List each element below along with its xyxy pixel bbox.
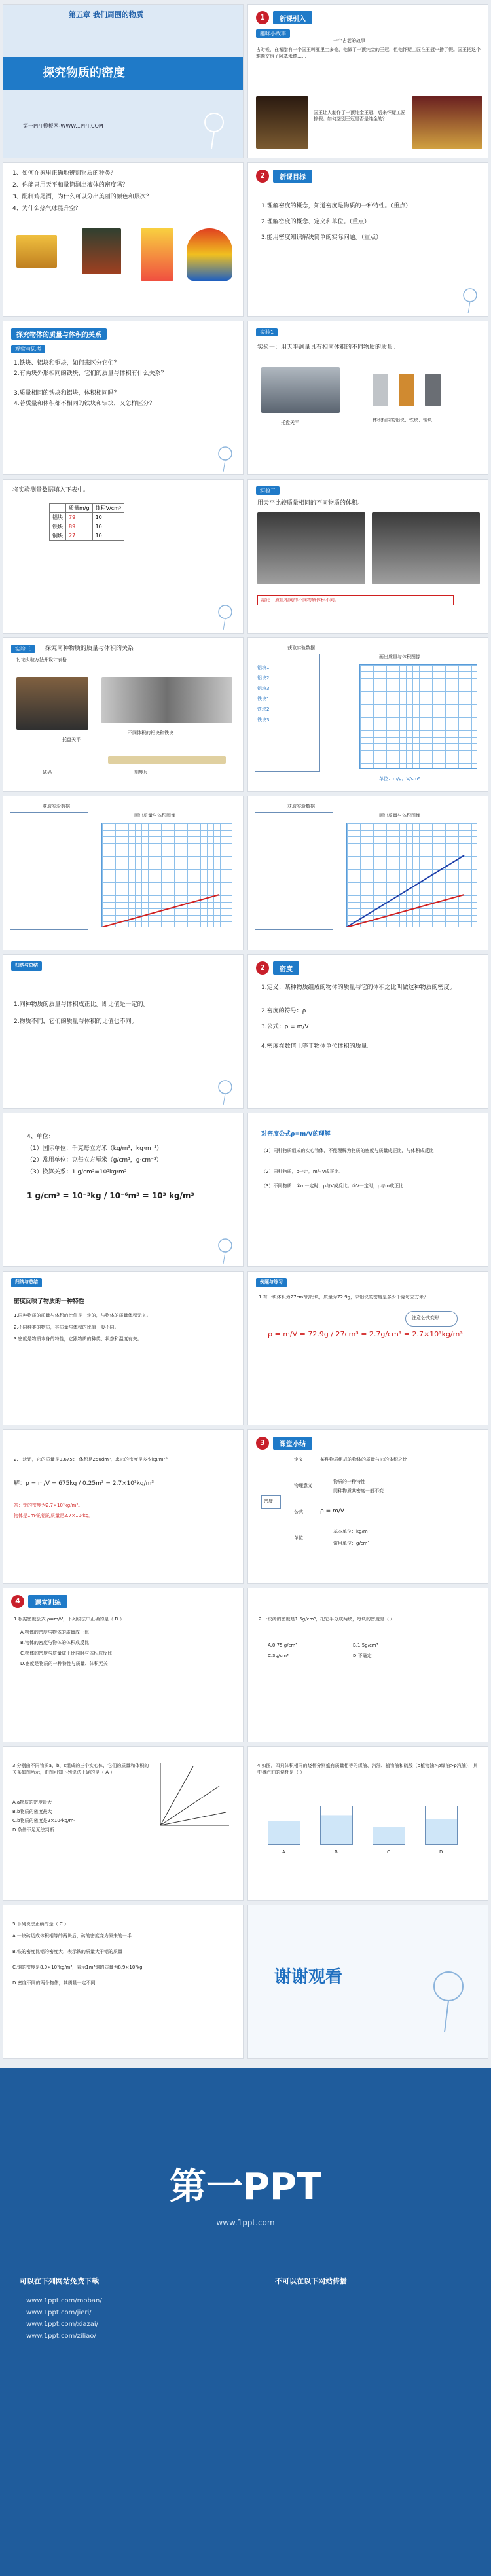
aluminum-block <box>373 374 388 406</box>
table-title: 将实验测量数据填入下表中。 <box>12 487 90 493</box>
data-table <box>10 812 88 930</box>
experiment-sub: 讨论实验方法并设计表格 <box>16 657 67 662</box>
data-title: 获取实验数据 <box>287 804 315 809</box>
series-line <box>346 855 464 927</box>
understand-title: 对密度公式ρ=m/V的理解 <box>261 1131 331 1137</box>
table-cell: 10 <box>92 522 124 531</box>
q5-question: 5.下列说法正确的是（ C ） <box>12 1922 69 1927</box>
footer-link[interactable]: www.1ppt.com/xiazai/ <box>26 2321 99 2328</box>
summary-tag: 归纳与总结 <box>11 1278 42 1287</box>
data-title: 获取实验数据 <box>43 804 70 809</box>
series-line <box>101 895 219 927</box>
si-unit: （1）国际单位：千克每立方米（kg/m³，kg·m⁻³） <box>27 1145 162 1152</box>
balance-label: 托盘天平 <box>62 737 81 742</box>
cocktail-photo <box>141 228 173 281</box>
q3-graph <box>154 1760 232 1832</box>
dandelion-icon <box>211 603 239 630</box>
practice-heading: 课堂训练 <box>28 1595 67 1608</box>
understand-point-1: （1）同种物质组成的实心物体，不能理解为物质的密度与质量成正比，与体积成反比 <box>261 1148 434 1153</box>
option-d: D.密度是物质的一种特性与质量、体积无关 <box>20 1661 108 1666</box>
experiment-conclusion: 结论：质量相同的不同物质体积不同。 <box>261 598 339 603</box>
footer-banner <box>0 2068 491 2576</box>
formula-text: ρ = m/V <box>320 1508 344 1514</box>
dandelion-icon <box>211 444 239 472</box>
beaker-a <box>268 1806 300 1845</box>
understand-point-3: （3）不同物质：①m一定时，ρ与V成反比。②V一定时，ρ与m成正比 <box>261 1183 404 1189</box>
experiment-tag: 实验三 <box>11 645 35 653</box>
beaker-b <box>320 1806 353 1845</box>
table-cell: 89 <box>66 522 93 531</box>
footer-right-title: 不可以在以下网站传播 <box>275 2277 347 2285</box>
example-answer: ρ = m/V = 72.9g / 27cm³ = 2.7g/cm³ = 2.7×10³kg/m³ <box>268 1330 463 1338</box>
section-number: 2 <box>256 961 269 975</box>
line-chart <box>101 823 232 927</box>
example-note: 物体是1m³的铝的质量是2.7×10³kg。 <box>14 1513 94 1518</box>
row-label: 铝块3 <box>257 686 270 691</box>
experiment-tag: 实验二 <box>256 486 280 495</box>
summary2-slide <box>247 1429 488 1584</box>
q3-option-c: C.b物质的密度是2×10³kg/m³ <box>12 1818 76 1823</box>
lesson-title: 探究物质的密度 <box>43 66 125 80</box>
example-solution: 解：ρ = m/V = 675kg / 0.25m³ = 2.7×10³kg/m³ <box>14 1480 154 1487</box>
questions-slide <box>3 162 244 317</box>
question-4: 4、为什么热气球能升空？ <box>12 206 81 212</box>
explore-point-2: 2.有两块外形相同的铁块，它们的质量与体积有什么关系？ <box>14 370 167 377</box>
blocks-label: 体积相同的铝块、铁块、铜块 <box>373 418 432 423</box>
q3-option-b: B.b物质的密度最大 <box>12 1809 52 1814</box>
unit-2: 常用单位：g/cm³ <box>333 1541 370 1546</box>
experiment-desc: 用天平比较质量相同的不同物质的体积。 <box>257 500 364 507</box>
experiment2-slide <box>247 479 488 634</box>
q5-option-c: C.铜的密度是8.9×10³kg/m³，表示1m³铜的质量为8.9×10³kg <box>12 1965 143 1970</box>
row-label: 铁块2 <box>257 707 270 712</box>
unit-1: 基本单位：kg/m³ <box>333 1529 370 1534</box>
table-cell: 27 <box>66 531 93 541</box>
def-text: 某种物质组成的物体的质量与它的体积之比 <box>320 1457 407 1462</box>
conversion-formula: 1 g/cm³ = 10⁻³kg / 10⁻⁶m³ = 10³ kg/m³ <box>27 1191 194 1200</box>
series-line <box>346 895 464 927</box>
explore-point-3: 3.质量相同的铁块和铝块，体积相同吗？ <box>14 390 120 397</box>
summary-heading: 密度反映了物质的一种特性 <box>14 1298 85 1305</box>
density-meaning: 4.密度在数值上等于物体单位体积的质量。 <box>261 1043 373 1050</box>
row-label: 铁块1 <box>257 696 270 702</box>
vest-photo <box>82 228 121 274</box>
char-2: 同种物质其密度一般不变 <box>333 1488 384 1494</box>
density-formula: 3.公式：ρ = m/V <box>261 1024 309 1030</box>
thanks-slide <box>247 1905 488 2059</box>
example-question: 1.有一块体积为27cm³的铝块，质量为72.9g，求铝块的密度是多少千克每立方米？ <box>259 1295 429 1300</box>
crown-image <box>412 96 482 149</box>
q5-option-a: A.一块砖切成体积相等的两块后，砖的密度变为原来的一半 <box>12 1933 132 1939</box>
section-number: 2 <box>256 170 269 183</box>
units-slide <box>3 1113 244 1267</box>
q2-option-c: C.3g/cm³ <box>268 1653 289 1658</box>
experiment3-slide <box>3 637 244 792</box>
analysis-slide <box>3 954 244 1109</box>
dandelion-icon <box>211 1078 239 1105</box>
question-2: 2、你能只用天平和量筒测出液体的密度吗？ <box>12 182 128 188</box>
q2-option-a: A.0.75 g/cm³ <box>268 1643 297 1648</box>
ruler-label: 刻度尺 <box>134 770 148 775</box>
density-symbol: 2.密度的符号：ρ <box>261 1008 306 1014</box>
def-label: 定义 <box>294 1457 303 1462</box>
q5-option-d: D.密度不同的两个物体，其质量一定不同 <box>12 1980 96 1986</box>
weights-label: 砝码 <box>43 770 52 775</box>
explore-title: 探究物体的质量与体积的关系 <box>11 328 107 340</box>
explore-point-4: 4.若质量和体积都不相同的铁块和铝块，又怎样区分？ <box>14 401 155 407</box>
q5-option-b: B.铁的密度比铝的密度大，表示铁的质量大于铝的质量 <box>12 1949 123 1954</box>
experiment1-slide <box>247 321 488 475</box>
summary-point-3: 3.密度是物质本身的特性，它跟物质的种类、状态和温度有关。 <box>14 1336 142 1342</box>
beaker-label: B <box>335 1850 338 1855</box>
data-title: 获取实验数据 <box>287 645 315 651</box>
experiment-desc: 探究同种物质的质量与体积的关系 <box>45 645 134 652</box>
section-number: 1 <box>256 11 269 24</box>
table-header <box>50 504 66 513</box>
balloon-photo <box>187 228 232 281</box>
row-label: 铝块1 <box>257 665 270 670</box>
story-caption: 国王让人制作了一顶纯金王冠，后来怀疑工匠掺假。如何鉴别王冠是否是纯金的？ <box>314 110 405 122</box>
cover-slide <box>3 4 244 158</box>
summary1-slide <box>3 1271 244 1425</box>
observe-tag: 观察与思考 <box>11 345 45 353</box>
example-answer: 答：铝的密度为2.7×10³kg/m³。 <box>14 1503 83 1508</box>
footer-link[interactable]: www.1ppt.com/jieri/ <box>26 2309 92 2316</box>
goal-3: 3.能用密度知识解决简单的实际问题。（重点） <box>261 234 382 241</box>
footer-url: www.1ppt.com <box>216 2218 275 2227</box>
unit-note: 单位：m/g，V/cm³ <box>379 776 420 781</box>
section-heading: 新课引入 <box>273 11 312 24</box>
data-table <box>255 654 320 772</box>
experiment-desc: 实验一：用天平测量具有相同体积的不同物质的质量。 <box>257 344 399 351</box>
goal-2: 2.理解密度的概念、定义和单位。（重点） <box>261 219 371 225</box>
scale-label: 托盘天平 <box>281 420 299 425</box>
explore-slide <box>3 321 244 475</box>
q3-question: 3.分别由不同物质a、b、c组成的三个实心体，它们的质量和体积的关系如图所示，由图可知下列说法正确的是（ A ） <box>12 1763 149 1775</box>
density-heading: 密度 <box>273 961 299 975</box>
analysis-point-2: 2.物质不同，它们的质量与体积的比值也不同。 <box>14 1018 137 1025</box>
conversion: （3）换算关系：1 g/cm³=10³kg/m³ <box>27 1169 127 1175</box>
story-text: 古时候，在希腊有一个国王叫亚里士多德，他做了一顶纯金的王冠，但他怀疑工匠在王冠中掺了假。国王把这个难题交给了阿基米德…… <box>256 47 481 59</box>
question-3: 3、配制鸡尾酒，为什么可以分出美丽的颜色和层次？ <box>12 194 152 200</box>
q3-slide <box>3 1746 244 1901</box>
experiment-photo-2 <box>372 512 480 584</box>
example-question: 2.一块铝，它的质量是0.675t，体积是250dm³，求它的密度是多少kg/m³？ <box>14 1457 170 1462</box>
data3-slide <box>247 796 488 950</box>
question-1: 1、如何在家里正确地辨别物质的种类？ <box>12 170 117 177</box>
footer-logo: 第一PPT <box>169 2166 322 2208</box>
q2-slide <box>247 1588 488 1742</box>
chart-title: 画出质量与体积图像 <box>379 813 420 818</box>
king-image <box>256 96 308 149</box>
blocks-image <box>101 677 232 723</box>
line-a <box>160 1766 193 1825</box>
footer-link[interactable]: www.1ppt.com/moban/ <box>26 2297 102 2304</box>
example-tag: 例题与练习 <box>256 1278 287 1287</box>
table-cell: 79 <box>66 513 93 522</box>
table-cell: 10 <box>92 513 124 522</box>
example1-slide <box>247 1271 488 1425</box>
beaker-label: C <box>387 1850 390 1855</box>
summary-center: 密度 <box>264 1499 273 1504</box>
table-cell: 铝块 <box>50 513 66 522</box>
units-heading: 4、单位： <box>27 1134 54 1140</box>
dandelion-icon <box>456 286 484 313</box>
crown-photo <box>16 235 57 268</box>
section-heading: 新课目标 <box>273 170 312 183</box>
ruler-image <box>108 756 226 764</box>
beaker-c <box>373 1806 405 1845</box>
balance-image <box>261 367 340 413</box>
analysis-point-1: 1.同种物质的质量与体积成正比。即比值是一定的。 <box>14 1001 149 1008</box>
experiment-tag: 实验1 <box>256 328 278 336</box>
table-cell: 铜块 <box>50 531 66 541</box>
unit-label: 单位 <box>294 1535 303 1541</box>
empty-grid <box>359 664 477 769</box>
data2-slide <box>3 796 244 950</box>
explore-point-1: 1.铁块、铝块和铜块，如何来区分它们？ <box>14 360 120 367</box>
copper-block <box>399 374 414 406</box>
dandelion-icon <box>211 1236 239 1264</box>
summary-point-2: 2.不同种类的物质，其质量与体积的比值一般不同。 <box>14 1325 119 1330</box>
data1-slide <box>247 637 488 792</box>
summary-point-1: 1.同种物质的质量与体积的比值是一定的，与物体的质量体积无关。 <box>14 1313 151 1318</box>
q3-option-a: A.a物质的密度最大 <box>12 1800 52 1805</box>
q5-slide <box>3 1905 244 2059</box>
chart-title: 画出质量与体积图像 <box>379 654 420 660</box>
site-name: 第一PPT模板网-WWW.1PPT.COM <box>23 123 103 129</box>
goal-1: 1.理解密度的概念，知道密度是物质的一种特性。（重点） <box>261 203 412 209</box>
thanks-text: 谢谢观看 <box>274 1967 343 1987</box>
q3-option-d: D.条件不足无法判断 <box>12 1827 54 1833</box>
summary-heading: 课堂小结 <box>273 1437 312 1450</box>
beaker-label: D <box>439 1850 443 1855</box>
intro-slide <box>247 4 488 158</box>
beaker-d <box>425 1806 458 1845</box>
data-table <box>49 503 124 541</box>
table-cell: 铁块 <box>50 522 66 531</box>
story-tag: 趣味小故事 <box>256 29 290 38</box>
data-table <box>255 812 333 930</box>
row-label: 铝块2 <box>257 675 270 681</box>
practice-slide <box>3 1588 244 1742</box>
table-cell: 10 <box>92 531 124 541</box>
hint-bubble: 注意公式变形 <box>412 1315 439 1321</box>
q2-option-b: B.1.5g/cm³ <box>353 1643 378 1648</box>
formula-label: 公式 <box>294 1509 303 1514</box>
q4-slide <box>247 1746 488 1901</box>
q2-option-d: D.不确定 <box>353 1653 372 1658</box>
beaker-label: A <box>282 1850 285 1855</box>
dandelion-icon <box>422 1967 475 2032</box>
option-a: A.物体的密度与物体的质量成正比 <box>20 1630 89 1635</box>
dandelion-icon <box>194 109 234 149</box>
option-c: C.物体的密度与质量成正比同时与体积成反比 <box>20 1651 113 1656</box>
table-header: 体积V/cm³ <box>92 504 124 513</box>
char-label: 物理意义 <box>294 1483 312 1488</box>
char-1: 物质的一种特性 <box>333 1479 365 1484</box>
q2-question: 2.一块砖的密度是1.5g/cm³，把它平分成两块，每块的密度是（ ） <box>259 1617 395 1622</box>
q4-question: 4.如图，四只体积相同的烧杯分别盛有质量相等的煤油、汽油、植物油和硫酸（ρ植物油>ρ煤油>ρ汽油），其中盛汽油的烧杯是（ ） <box>257 1763 478 1775</box>
balance-image <box>16 677 88 730</box>
understand-point-2: （2）同种物质，ρ一定，m与V成正比。 <box>261 1169 344 1174</box>
option-b: B.物体的密度与物体的体积成反比 <box>20 1640 90 1645</box>
footer-link[interactable]: www.1ppt.com/ziliao/ <box>26 2333 96 2340</box>
section-number: 3 <box>256 1437 269 1450</box>
common-unit: （2）常用单位：克每立方厘米（g/cm³，g·cm⁻³） <box>27 1157 162 1164</box>
density-slide <box>247 954 488 1109</box>
chapter-title: 第五章 我们周围的物质 <box>69 10 143 19</box>
example2-slide <box>3 1429 244 1584</box>
blocks-label: 不同体积的铝块和铁块 <box>128 730 173 736</box>
analysis-tag: 归纳与总结 <box>11 961 42 971</box>
practice-question: 1.根据密度公式 ρ=m/V，下列说法中正确的是（ D ） <box>14 1617 125 1622</box>
story-title: 一个古老的故事 <box>333 38 365 43</box>
chart-title: 画出质量与体积图像 <box>134 813 175 818</box>
footer-left-title: 可以在下列网站免费下载 <box>20 2277 99 2285</box>
density-definition: 1.定义：某种物质组成的物体的质量与它的体积之比叫做这种物质的密度。 <box>261 984 456 991</box>
table-header: 质量m/g <box>66 504 93 513</box>
row-label: 铁块3 <box>257 717 270 723</box>
experiment-photo-1 <box>257 512 365 584</box>
section-number: 4 <box>11 1595 24 1608</box>
understand-slide <box>247 1113 488 1267</box>
table-slide <box>3 479 244 634</box>
line-chart <box>346 823 477 927</box>
goals-slide <box>247 162 488 317</box>
iron-block <box>425 374 441 406</box>
